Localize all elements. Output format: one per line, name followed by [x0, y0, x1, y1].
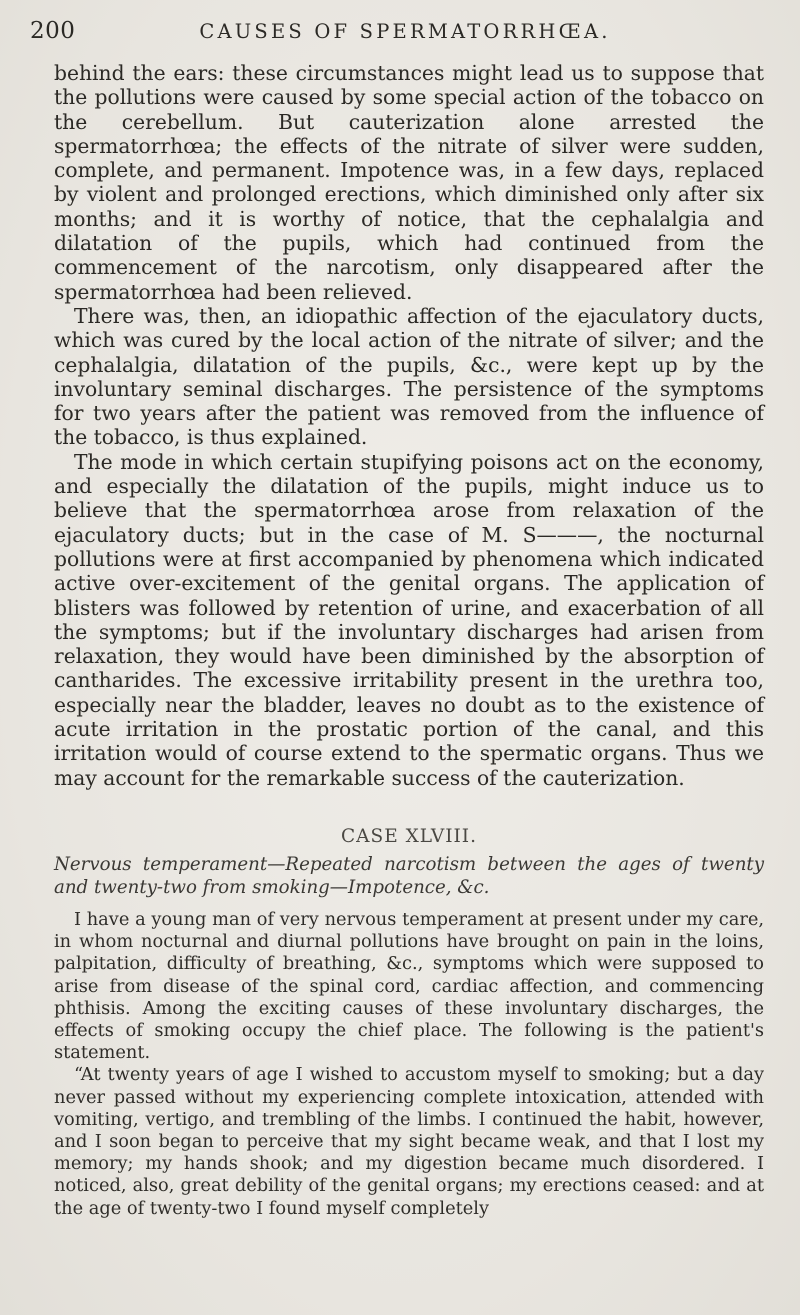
page-body [54, 61, 764, 1220]
paragraph-stupifying-poisons: The mode in which certain stupifying poisons act on the economy, and especially the dilatation of the pupils, might induce us to believe that the spermatorrhœa arose from relaxation of the ejaculatory ducts; but in the case of M. S———, the nocturnal pollutions were at first accompanied by phenomena which indicated active over-excitement of the genital organs. The application of blisters was followed by retention of urine, and exacerbation of all the symptoms; but if the involuntary discharges had arisen from relaxation, they would have been diminished by the absorption of cantharides. The excessive irritability present in the urethra too, especially near the bladder, leaves no doubt as to the existence of acute irritation in the prostatic portion of the canal, and this irritation would of course extend to the spermatic organs. Thus we may account for the remarkable success of the cauterization. [54, 449, 764, 790]
paragraph-idiopathic-affection: There was, then, an idiopathic affection of the ejaculatory ducts, which was cured by the local action of the nitrate of silver; and the cephalalgia, dilatation of the pupils, &c., were kept up by the involuntary seminal discharges. The persistence of the symptoms for two years after the patient was removed from the influence of the tobacco, is thus explained. [54, 303, 764, 450]
running-head: CAUSES OF SPERMATORRHŒA. [199, 20, 611, 43]
case-heading: CASE XLVIII. [341, 825, 477, 847]
case-paragraph-statement: “At twenty years of age I wished to accustom myself to smoking; but a day never passed without my experiencing complete intoxication, attended with vomiting, vertigo, and trembling of the limbs. I continued the habit, however, and I soon began to perceive that my sight became weak, and that I lost my memory; my hands shook; and my digestion became much disordered. I noticed, also, great debility of the genital organs; my erections ceased: and at the age of twenty-two I found myself completely [54, 1064, 764, 1219]
page-header [0, 18, 800, 52]
page-number: 200 [30, 18, 76, 44]
paragraph-continued: behind the ears: these circumstances might lead us to suppose that the pollutions were caused by some special action of the tobacco on the cerebellum. But cauterization alone arrested the spermatorrhœa; the effects of the nitrate of silver were sudden, complete, and permanent. Impotence was, in a few days, replaced by violent and prolonged erections, which diminished only after six months; and it is worthy of notice, that the cephalalgia and dilatation of the pupils, which had continued from the commencement of the narcotism, only disappeared after the spermatorrhœa had been relieved. [54, 61, 764, 304]
case-subtitle: Nervous temperament—Repeated narcotism between the ages of twenty and twenty-two from smoking—Impotence, &c. [54, 853, 764, 898]
case-paragraph-patient: I have a young man of very nervous temperament at present under my care, in whom nocturnal and diurnal pollutions have brought on pain in the loins, palpitation, difficulty of breathing, &c., symptoms which were supposed to arise from disease of the spinal cord, cardiac affection, and commencing phthisis. Among the exciting causes of these involuntary discharges, the effects of smoking occupy the chief place. The following is the patient's statement. [54, 908, 764, 1064]
